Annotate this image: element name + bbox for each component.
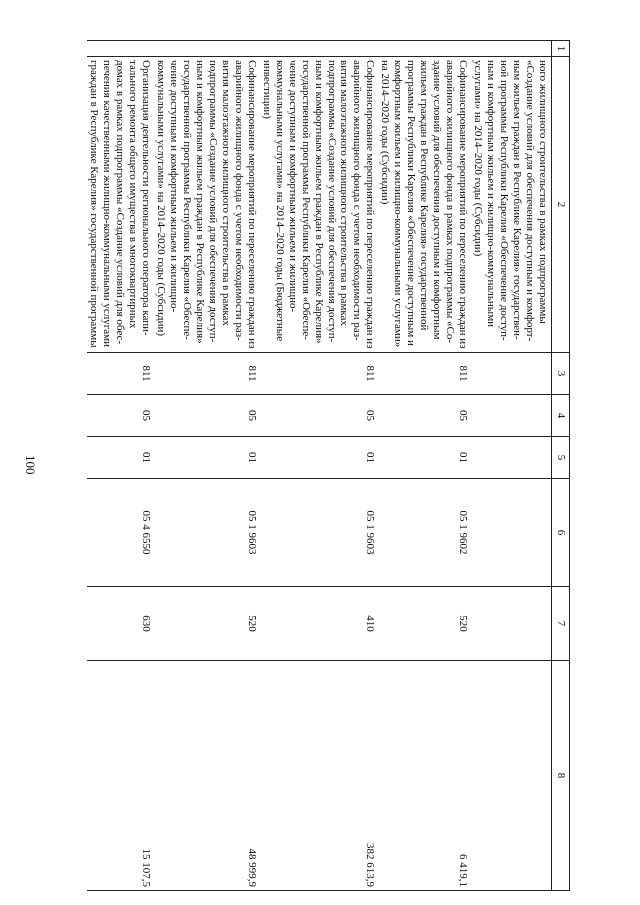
cell-col7: 630: [87, 587, 154, 661]
cell-col1: [260, 41, 379, 57]
header-cell: 2: [552, 57, 570, 353]
cell-col4: 05: [154, 395, 260, 437]
cell-col6: 05 1 9603: [260, 479, 379, 587]
cell-col7: 410: [260, 587, 379, 661]
cell-col3: 811: [260, 353, 379, 395]
cell-col6: 05 1 9603: [154, 479, 260, 587]
cell-col5: 01: [260, 437, 379, 479]
cell-col6: 05 1 9602: [378, 479, 471, 587]
cell-description: Софинансирование мероприятий по переселению граждан из аварийного жилищного фонда с учетом необходимости раз-вития малоэтажного жилищного строительства в рамках подпрограммы «Создание условий для обеспечения доступ-ным и комфортным жильем граждан в Республике Карелия» государственной программы Республики Карелия «Обеспе-чение доступным и комфортным жильем и жилищно-коммунальными услугами» на 2014–2020 годы (Бюджетные инвестиции): [260, 57, 379, 353]
cell-col4: [471, 395, 551, 437]
cell-col3: 811: [87, 353, 154, 395]
cell-col1: [471, 41, 551, 57]
cell-col5: [471, 437, 551, 479]
table-row: [260, 41, 379, 891]
table-row: [378, 41, 471, 891]
cell-description: Софинансирование мероприятий по переселению граждан из аварийного жилищного фонда в рамках подпрограммы «Со-здание условий для обеспечения доступным и комфортным жильем граждан в Республике Карелия» государственной программы Республики Карелия «Обеспечение доступным и комфортным жильем и жилищно-коммунальными услугами» на 2014–2020 годы (Субсидии): [378, 57, 471, 353]
cell-col4: 05: [260, 395, 379, 437]
header-cell: 1: [552, 41, 570, 57]
header-cell: 6: [552, 479, 570, 587]
cell-col4: 05: [378, 395, 471, 437]
cell-col1: [378, 41, 471, 57]
budget-table: [87, 40, 570, 891]
cell-col5: 01: [87, 437, 154, 479]
cell-amount: 15 107,5: [87, 661, 154, 891]
header-cell: 8: [552, 661, 570, 891]
cell-col7: 520: [154, 587, 260, 661]
cell-col3: 811: [378, 353, 471, 395]
cell-col3: 811: [154, 353, 260, 395]
cell-col1: [154, 41, 260, 57]
cell-amount: [471, 661, 551, 891]
cell-amount: 48 999,9: [154, 661, 260, 891]
cell-col7: 520: [378, 587, 471, 661]
page-number: 100: [23, 455, 38, 475]
cell-col5: 01: [154, 437, 260, 479]
cell-col4: 05: [87, 395, 154, 437]
cell-col5: 01: [378, 437, 471, 479]
header-cell: 4: [552, 395, 570, 437]
cell-col6: 05 4 6550: [87, 479, 154, 587]
header-cell: 5: [552, 437, 570, 479]
table-row: [154, 41, 260, 891]
rotated-page: [88, 40, 570, 890]
cell-col6: [471, 479, 551, 587]
table-row: [471, 41, 551, 891]
cell-col3: [471, 353, 551, 395]
cell-amount: 382 613,9: [260, 661, 379, 891]
table-header-row: [552, 41, 570, 891]
table-row: [87, 41, 154, 891]
cell-description: Софинансирование мероприятий по переселению граждан из аварийного жилищного фонда с учетом необходимости раз-вития малоэтажного жилищного строительства в рамках подпрограммы «Создание условий для обеспечения доступ-ным и комфортным жильем граждан в Республике Карелия» государственной программы Республики Карелия «Обеспе-чение доступным и комфортным жильем и жилищно-коммунальными услугами» на 2014–2020 годы (Субсидии): [154, 57, 260, 353]
header-cell: 7: [552, 587, 570, 661]
cell-col1: [87, 41, 154, 57]
header-cell: 3: [552, 353, 570, 395]
cell-col7: [471, 587, 551, 661]
cell-description: ного жилищного строительства в рамках подпрограммы «Создание условий для обеспечения доступным и комфорт-ным жильем граждан в Республике Карелия» государствен-ной программы Республики Карелия «Обеспечение доступ-ным и комфортным жильем и жилищно-коммунальными услугами» на 2014–2020 годы (Субсидии): [471, 57, 551, 353]
cell-amount: 6 419,1: [378, 661, 471, 891]
cell-description: Организация деятельности регионального оператора капи-тального ремонта общего имущества в многоквартирных домах в рамках подпрограммы «Создание условий для обес-печения качественными жилищно-коммунальными услугами граждан в Республике Карелия» государственной программы: [87, 57, 154, 353]
